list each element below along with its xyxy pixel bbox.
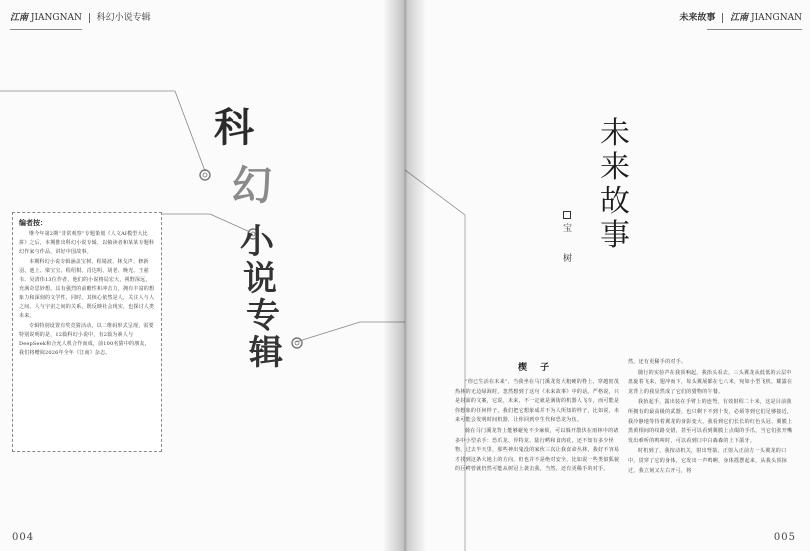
- header-brand: JIANGNAN: [30, 13, 82, 23]
- author-char: 树: [563, 254, 573, 264]
- body-paragraph: 我抬起手，露出装在手臂上的连弩，有效射程二十米，这是目前我所拥有的最高级的武器，也只剩下不到十发，必须等到它们足够接近，我冷静地等待着翼龙的身影变大，我看到它们长长的红色头冠、翼膜上黑黄相间的纹路交错，甚至可以看到翼膜上点缀的手爪，当它们张开嘴发出难听的鸣叫时，可以看到口中白森森的上下颌牙。: [628, 399, 793, 444]
- title-char: 幻: [232, 163, 272, 209]
- title-char: 专: [246, 296, 280, 336]
- editor-note-paragraph: 专辑特别设置有奖竞猜活动，以二维码形式呈现，需要特别说明的是，12篇科幻小说中，有2篇为素人与DeepSeek和合允人机合作而成，前100名猜中的朋友，我们将赠阅2026年全年《江南》杂志。: [19, 323, 154, 356]
- body-paragraph: 骑在马门溪龙背上能够避免不少麻烦，可以躲开散伏在雨林中的诸多中小型杀手：恐爪龙、异特龙、陆行鳄和食肉花，还不知有多少怪物，过去半天里，那些神出鬼没的家伙三次让我食命丛林，我好不容易才找到这条大地上的方向，但也并不是绝对安全，比如说一些类似狐貌的巨鳄曾就仍然可能从树冠上袭击我，当然，还有更稀手的对手。: [455, 427, 620, 473]
- body-paragraph: 随行的实验声在我顶响起，我抬头看去，三头翼龙从低低的云层中盘旋着飞来，翅冲而下，每头翼展都在七八米，宛如小型飞机，耀露在龙背上的我显然成了它们的猎物的午餐。: [628, 369, 793, 395]
- story-title-char: 故: [600, 184, 630, 219]
- header-logo: 江南: [730, 13, 749, 23]
- ring-icon: [292, 338, 302, 348]
- title-char: 科: [214, 105, 254, 151]
- title-char: 辑: [249, 333, 283, 373]
- text-column-2: [628, 358, 793, 477]
- story-title: [598, 117, 632, 253]
- body-paragraph: 然，还有更稀手的对手。: [628, 359, 687, 365]
- page-number: 004: [12, 532, 35, 543]
- author-char: 宝: [563, 224, 573, 234]
- body-paragraph: 时机到了，我按动机关，射出弩箭，正射入正前方一头翼龙的口中，贯穿了它的身体，它发出一声鸣啊，身体摇摆起来，从我头顶掠过，我立刻又左右开弓，将: [628, 448, 788, 474]
- editor-note-paragraph: 继今年第2期“非常观察”专题策划《人文AI模型大比拼》之后，本期推出科幻小说专辑，以飨读者和某某专题科幻作家与作品，讲好中国故事。: [19, 231, 155, 255]
- author-byline: [563, 209, 573, 266]
- page-gutter: [383, 0, 427, 551]
- title-char: 小: [240, 222, 274, 262]
- story-title-char: 来: [600, 150, 630, 185]
- title-char: 说: [243, 259, 277, 299]
- header-logo: 江南: [10, 13, 29, 23]
- editor-note-box: [12, 212, 162, 452]
- header-brand: JIANGNAN: [751, 13, 802, 23]
- editor-note-paragraph: 本期科幻小说专辑涵盖宝树、程婧波、林戈声、修新羽、池上、梁宝宝、程绍棋、肖达明、胡老、晚光、王慈韦、吴清伟13位作者，他们的小说格局宏大，视野深远，充满奇思妙想，具有强烈的前瞻性和冲击力，拥有丰富的想象力和深刻的文学性，同时，其核心依然是人，关注人与人之间、人与宇宙之间的关系，既反映社会现实，也探讨人类未来。: [19, 259, 155, 319]
- story-title-char: 事: [600, 218, 630, 253]
- story-title-char: 未: [600, 116, 630, 151]
- editor-note-title: 编者按：: [19, 219, 47, 227]
- text-column-1: [455, 378, 620, 476]
- ring-icon: [200, 170, 210, 180]
- page-number: 005: [773, 532, 796, 543]
- body-paragraph: “你已生活在未来”，当我坐在马门溪龙宽大粗硬的脊上，穿越密茂热林的无边绿海时，忽然想到了这句《未来故事》中的话。严格说，只是封面的文案，它说，未来，不一定就是满街的机器人飞车，而可能是你想象的任何样子，我们把它想象成并不为人所知的样子，比如说，未来可能会发明时间机器，让你回到中生代和恐龙为伍。: [455, 379, 620, 424]
- author-square-icon: [563, 211, 571, 219]
- section-title: 楔 子: [518, 363, 555, 373]
- header-section: 科幻小说专辑: [96, 13, 151, 23]
- header-section: 未来故事: [679, 13, 716, 23]
